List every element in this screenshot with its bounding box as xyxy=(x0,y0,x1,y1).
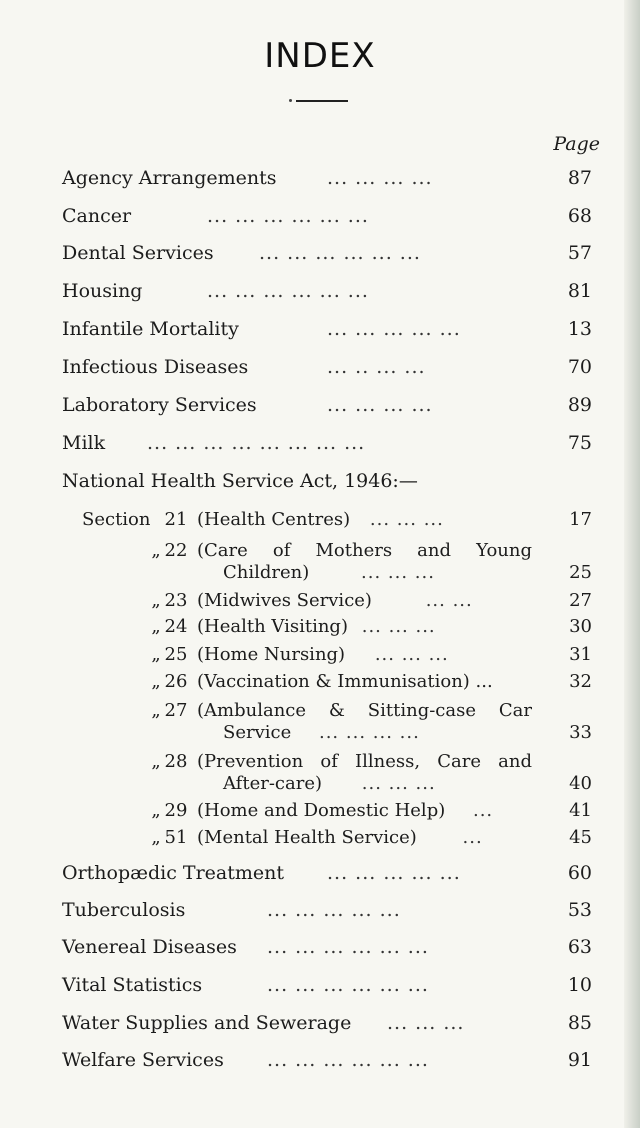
page-edge-shadow xyxy=(624,0,640,1128)
entry-label: Tuberculosis xyxy=(62,899,186,921)
ditto-mark: „ xyxy=(151,700,161,721)
index-entry xyxy=(62,1048,592,1072)
ditto-mark: „ xyxy=(151,644,161,665)
leader-dots: ... ... ... ... ... ... ... ... xyxy=(147,432,366,454)
entry-label: Agency Arrangements xyxy=(62,167,277,189)
entry-page: 53 xyxy=(567,899,592,921)
section-number: 22 xyxy=(164,540,188,561)
index-entry xyxy=(62,317,592,341)
entry-label: Vital Statistics xyxy=(62,974,203,996)
entry-page: 10 xyxy=(567,974,592,996)
entry-page: 57 xyxy=(567,242,592,264)
section-number: 26 xyxy=(164,671,188,692)
section-desc: (Home and Domestic Help) ... xyxy=(197,800,494,821)
section-page: 40 xyxy=(569,773,592,794)
section-desc: (Ambulance & Sitting-case Car xyxy=(197,700,532,721)
entry-page: 89 xyxy=(567,394,592,416)
ditto-mark: „ xyxy=(151,751,161,772)
index-entry xyxy=(62,431,592,455)
leader-dots: ... ... ... ... ... xyxy=(327,862,461,884)
entry-label: Infantile Mortality xyxy=(62,318,239,340)
section-desc: (Home Nursing) ... ... ... xyxy=(197,644,449,665)
index-entry xyxy=(62,393,592,417)
section-number: 29 xyxy=(164,800,188,821)
section-number: 51 xyxy=(164,827,188,848)
index-entry xyxy=(62,355,592,379)
ditto-mark: „ xyxy=(151,671,161,692)
section-number: 27 xyxy=(164,700,188,721)
leader-dots: ... ... ... ... ... ... xyxy=(259,242,421,264)
section-page: 17 xyxy=(569,509,592,530)
section-word: Section xyxy=(82,509,151,530)
section-page: 31 xyxy=(569,644,592,665)
section-page: 30 xyxy=(569,616,592,637)
entry-label: Laboratory Services xyxy=(62,394,257,416)
section-number: 21 xyxy=(164,509,188,530)
section-page: 45 xyxy=(569,827,592,848)
index-entry xyxy=(62,166,592,190)
entry-label: Welfare Services xyxy=(62,1049,224,1071)
section-page: 25 xyxy=(569,562,592,583)
ditto-mark: „ xyxy=(151,800,161,821)
ditto-mark: „ xyxy=(151,590,161,611)
section-desc: (Midwives Service) ... ... xyxy=(197,590,473,611)
index-entry xyxy=(62,973,592,997)
leader-dots: ... ... ... ... ... xyxy=(327,318,461,340)
entry-page: 13 xyxy=(567,318,592,340)
entry-page: 91 xyxy=(567,1049,592,1071)
index-entry xyxy=(62,279,592,303)
ditto-mark: „ xyxy=(151,827,161,848)
index-entry xyxy=(62,861,592,885)
entry-page: 85 xyxy=(567,1012,592,1034)
section-page: 33 xyxy=(569,722,592,743)
entry-label: Water Supplies and Sewerage xyxy=(62,1012,352,1034)
entry-page: 75 xyxy=(567,432,592,454)
ditto-mark: „ xyxy=(151,616,161,637)
index-entry xyxy=(62,898,592,922)
leader-dots: ... ... ... ... xyxy=(327,167,433,189)
leader-dots: ... ... ... ... ... ... xyxy=(267,974,429,996)
act-heading-text: National Health Service Act, 1946:— xyxy=(62,470,418,492)
section-desc: (Vaccination & Immunisation) ... xyxy=(197,671,493,692)
index-entry xyxy=(62,1011,592,1035)
leader-dots: ... ... ... xyxy=(387,1012,465,1034)
section-number: 24 xyxy=(164,616,188,637)
section-number: 25 xyxy=(164,644,188,665)
entry-label: Venereal Diseases xyxy=(62,936,237,958)
entry-page: 81 xyxy=(567,280,592,302)
entry-page: 68 xyxy=(567,205,592,227)
leader-dots: ... ... ... ... ... ... xyxy=(207,280,369,302)
index-entry xyxy=(62,935,592,959)
title-rule-dot xyxy=(289,99,292,102)
entry-label: Infectious Diseases xyxy=(62,356,249,378)
section-desc-line2: Children) ... ... ... xyxy=(223,562,435,583)
leader-dots: ... ... ... ... xyxy=(327,394,433,416)
entry-label: Orthopædic Treatment xyxy=(62,862,285,884)
entry-page: 87 xyxy=(567,167,592,189)
entry-label: Dental Services xyxy=(62,242,214,264)
page-column-header: Page xyxy=(553,133,600,155)
section-desc-line2: Service ... ... ... ... xyxy=(223,722,420,743)
leader-dots: ... ... ... ... ... ... xyxy=(207,205,369,227)
leader-dots: ... .. ... ... xyxy=(327,356,426,378)
act-heading xyxy=(62,469,592,493)
section-page: 27 xyxy=(569,590,592,611)
section-desc: (Health Visiting) ... ... ... xyxy=(197,616,436,637)
index-entry xyxy=(62,204,592,228)
section-desc: (Health Centres) ... ... ... xyxy=(197,509,444,530)
entry-page: 60 xyxy=(567,862,592,884)
section-page: 41 xyxy=(569,800,592,821)
ditto-mark: „ xyxy=(151,540,161,561)
entry-page: 70 xyxy=(567,356,592,378)
section-number: 28 xyxy=(164,751,188,772)
leader-dots: ... ... ... ... ... xyxy=(267,899,401,921)
section-desc: (Mental Health Service) ... xyxy=(197,827,483,848)
entry-label: Cancer xyxy=(62,205,132,227)
entry-page: 63 xyxy=(567,936,592,958)
entry-label: Milk xyxy=(62,432,106,454)
section-desc: (Care of Mothers and Young xyxy=(197,540,532,561)
page-title: INDEX xyxy=(264,36,376,76)
section-desc: (Prevention of Illness, Care and xyxy=(197,751,532,772)
title-rule xyxy=(296,100,348,102)
section-page: 32 xyxy=(569,671,592,692)
leader-dots: ... ... ... ... ... ... xyxy=(267,1049,429,1071)
entry-label: Housing xyxy=(62,280,143,302)
index-entry xyxy=(62,241,592,265)
section-number: 23 xyxy=(164,590,188,611)
section-desc-line2: After-care) ... ... ... xyxy=(223,773,436,794)
leader-dots: ... ... ... ... ... ... xyxy=(267,936,429,958)
